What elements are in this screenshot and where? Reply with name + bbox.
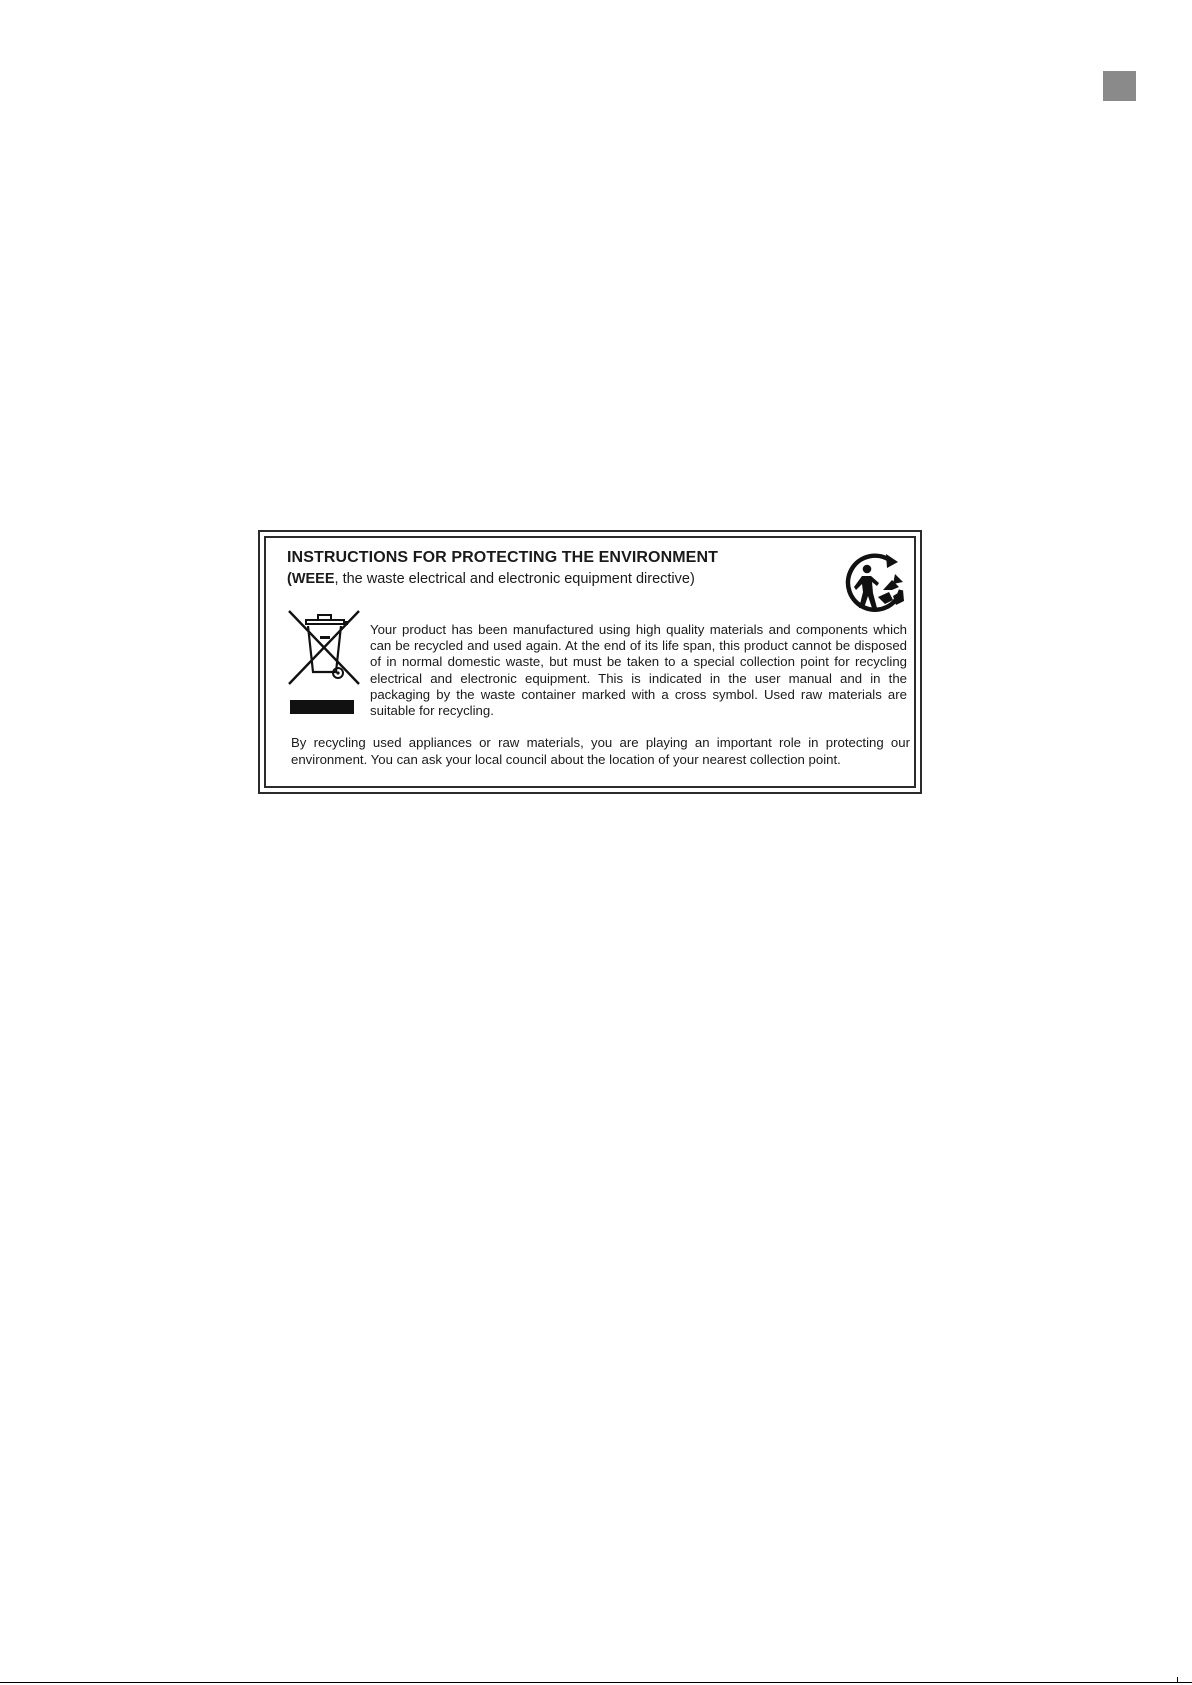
subtitle-description: , the waste electrical and electronic equipment directive) [334, 571, 695, 587]
page-bottom-rule [0, 1682, 1192, 1683]
page-bottom-tick [1177, 1677, 1178, 1683]
page-corner-marker [1103, 71, 1136, 101]
notice-footer-text: By recycling used appliances or raw materials, you are playing an important role in protecting our environment. You can ask your local council about the location of your nearest collection point. [291, 735, 910, 767]
triman-recycling-icon [845, 552, 909, 616]
bin-marking-bar [290, 700, 354, 714]
notice-subtitle [287, 571, 695, 587]
notice-inner-border [264, 536, 916, 788]
subtitle-abbreviation: (WEEE [287, 571, 335, 587]
environment-notice-box [258, 530, 922, 794]
crossed-out-wheelie-bin-icon [286, 608, 362, 688]
notice-body-text: Your product has been manufactured using high quality materials and components which can be recycled and used again. At the end of its life span, this product cannot be disposed of in normal domestic waste, but must be taken to a special collection point for recycling electrical and electronic equipment. This is indicated in the user manual and in the packaging by the waste container marked with a cross symbol. Used raw materials are suitable for recycling. [370, 622, 907, 719]
notice-title: INSTRUCTIONS FOR PROTECTING THE ENVIRONMENT [287, 549, 718, 566]
